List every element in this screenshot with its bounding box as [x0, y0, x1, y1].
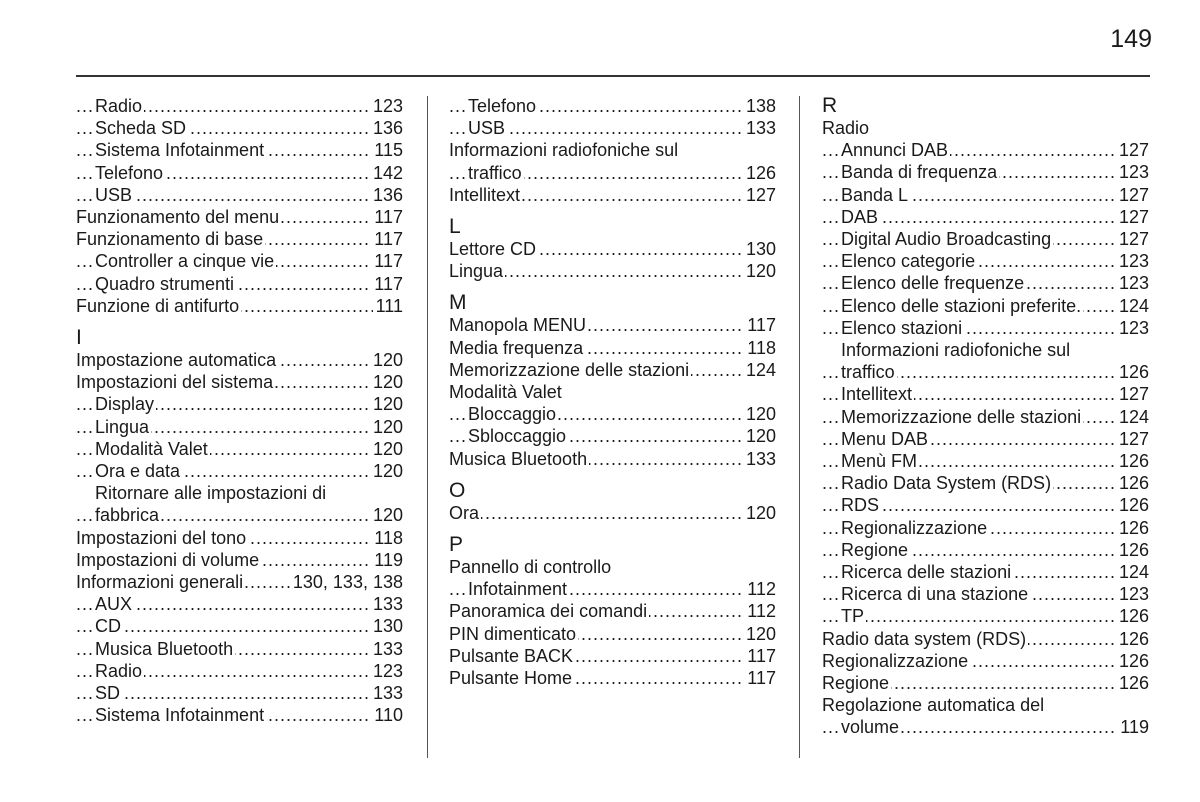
entry-term: Display [95, 394, 155, 415]
index-subentry [76, 660, 403, 682]
index-subentry [822, 539, 1149, 561]
entry-term: Radio Data System (RDS) [841, 473, 1052, 494]
entry-term: Lingua [449, 261, 504, 282]
entry-term: Elenco delle stazioni preferite. [841, 295, 1082, 316]
index-entry [449, 502, 776, 524]
column-divider [427, 96, 428, 758]
index-entry [449, 667, 776, 689]
index-entry [449, 359, 776, 381]
index-subentry [76, 139, 403, 161]
entry-term: traffico [468, 162, 522, 183]
entry-term: Intellitext [841, 384, 913, 405]
entry-term: AUX [95, 594, 133, 615]
index-subentry [76, 460, 403, 482]
index-letter-heading: R [822, 94, 838, 117]
entry-page-ref: 123 [370, 95, 403, 117]
entry-page-ref: 117 [744, 314, 776, 336]
index-entry [449, 139, 776, 161]
entry-term: RDS [841, 495, 880, 516]
entry-page-ref: 127 [1116, 383, 1149, 405]
entry-term: Pulsante BACK [449, 645, 574, 666]
entry-term: Annunci DAB [841, 140, 949, 161]
entry-term: Regionalizzazione [822, 650, 969, 671]
entry-page-ref: 112 [744, 600, 776, 622]
entry-term: Modalità Valet [95, 438, 208, 459]
entry-term: Funzionamento di base [76, 229, 264, 250]
index-subentry [76, 250, 403, 272]
entry-term: DAB [841, 206, 879, 227]
page-number: 149 [1110, 25, 1152, 53]
index-subentry [822, 383, 1149, 405]
index-subentry [76, 162, 403, 184]
entry-page-ref: 133 [743, 448, 776, 470]
entry-page-ref: 118 [744, 337, 776, 359]
entry-term: Ricerca di una stazione [841, 584, 1029, 605]
index-subentry [449, 425, 776, 447]
entry-page-ref: 123 [1116, 317, 1149, 339]
index-subentry [449, 117, 776, 139]
entry-page-ref: 127 [1116, 228, 1149, 250]
index-entry [449, 623, 776, 645]
entry-page-ref: 123 [1116, 250, 1149, 272]
index-subentry [76, 393, 403, 415]
entry-page-ref: 142 [370, 162, 403, 184]
entry-page-ref: 130 [370, 615, 403, 637]
entry-term: Media frequenza [449, 337, 584, 358]
index-subentry [822, 295, 1149, 317]
entry-term: Informazioni generali [76, 572, 244, 593]
entry-page-ref: 117 [371, 250, 403, 272]
entry-term: volume [841, 717, 900, 738]
entry-page-ref: 124 [1116, 561, 1149, 583]
index-entry [449, 448, 776, 470]
entry-term: Controller a cinque vie [95, 251, 275, 272]
entry-term: Telefono [95, 162, 164, 183]
entry-page-ref: 126 [1116, 628, 1149, 650]
index-entry [449, 337, 776, 359]
index-subentry [76, 682, 403, 704]
entry-page-ref: 111 [373, 295, 403, 317]
entry-page-ref: 119 [371, 549, 403, 571]
index-subentry [76, 638, 403, 660]
entry-term: Quadro strumenti [95, 273, 235, 294]
index-subentry [822, 184, 1149, 206]
entry-page-ref: 138 [743, 95, 776, 117]
entry-page-ref: 126 [1116, 494, 1149, 516]
index-subentry [822, 139, 1149, 161]
index-subentry [822, 428, 1149, 450]
index-subentry [449, 578, 776, 600]
entry-term: Radio data system (RDS) [822, 628, 1027, 649]
index-letter-heading: L [449, 215, 461, 239]
entry-page-ref: 136 [370, 117, 403, 139]
index-subentry [822, 272, 1149, 294]
entry-term: Lingua [95, 416, 150, 437]
index-subentry [822, 450, 1149, 472]
index-subentry [822, 494, 1149, 516]
index-column-2 [449, 95, 776, 689]
entry-term: Regionalizzazione [841, 517, 988, 538]
header-rule [76, 75, 1150, 77]
entry-page-ref: 127 [1116, 428, 1149, 450]
entry-page-ref: 120 [743, 502, 776, 524]
entry-page-ref: 126 [1116, 539, 1149, 561]
index-subentry [76, 95, 403, 117]
entry-term: USB [95, 184, 133, 205]
entry-term: Musica Bluetooth [95, 638, 234, 659]
entry-term: Intellitext [449, 184, 521, 205]
index-entry [822, 672, 1149, 694]
entry-term: Lettore CD [449, 239, 537, 260]
entry-term: Banda L [841, 184, 909, 205]
entry-term: Radio [95, 660, 143, 681]
entry-page-ref: 133 [743, 117, 776, 139]
index-subentry [822, 716, 1149, 738]
entry-page-ref: 120 [743, 425, 776, 447]
entry-page-ref: 130, 133, 138 [290, 571, 403, 593]
index-entry [76, 228, 403, 250]
entry-page-ref: 115 [371, 139, 403, 161]
entry-page-ref: 126 [1116, 472, 1149, 494]
entry-page-ref: 110 [371, 704, 403, 726]
entry-term: Elenco delle frequenze [841, 273, 1025, 294]
entry-page-ref: 136 [370, 184, 403, 206]
entry-page-ref: 119 [1117, 716, 1149, 738]
index-subentry [822, 406, 1149, 428]
index-subentry [822, 206, 1149, 228]
entry-term: Ritornare alle impostazioni di [95, 483, 327, 504]
entry-term: Impostazioni di volume [76, 549, 260, 570]
column-divider [799, 96, 800, 758]
index-entry [449, 381, 776, 403]
entry-page-ref: 130 [743, 238, 776, 260]
index-subentry [76, 438, 403, 460]
index-entry [449, 314, 776, 336]
entry-page-ref: 123 [1116, 161, 1149, 183]
entry-term: TP [841, 606, 865, 627]
entry-term: Banda di frequenza [841, 162, 998, 183]
index-subentry [822, 161, 1149, 183]
entry-page-ref: 117 [744, 645, 776, 667]
entry-page-ref: 120 [370, 438, 403, 460]
index-subentry [822, 517, 1149, 539]
index-subentry [76, 615, 403, 637]
entry-term: Informazioni radiofoniche sul [841, 340, 1071, 361]
entry-page-ref: 120 [743, 623, 776, 645]
entry-page-ref: 127 [743, 184, 776, 206]
entry-term: Pulsante Home [449, 668, 573, 689]
entry-page-ref: 126 [1116, 517, 1149, 539]
entry-term: Infotainment [468, 579, 568, 600]
entry-page-ref: 124 [1116, 295, 1149, 317]
index-column-3 [822, 95, 1149, 739]
entry-page-ref: 126 [1116, 605, 1149, 627]
entry-page-ref: 117 [371, 206, 403, 228]
entry-term: Memorizzazione delle stazioni [841, 406, 1082, 427]
entry-term: Ricerca delle stazioni [841, 562, 1012, 583]
entry-page-ref: 120 [370, 393, 403, 415]
index-letter-heading: M [449, 291, 467, 315]
entry-term: Ora [449, 502, 480, 523]
entry-term: PIN dimenticato [449, 623, 577, 644]
entry-term: Bloccaggio [468, 404, 557, 425]
index-subentry [822, 228, 1149, 250]
entry-page-ref: 120 [370, 416, 403, 438]
entry-page-ref: 120 [370, 460, 403, 482]
entry-page-ref: 120 [370, 349, 403, 371]
index-entry [822, 117, 1149, 139]
index-subentry [76, 184, 403, 206]
entry-term: SD [95, 683, 121, 704]
index-subentry [822, 339, 1149, 361]
index-entry [76, 206, 403, 228]
entry-term: Pannello di controllo [449, 557, 612, 578]
index-entry [822, 650, 1149, 672]
entry-term: Elenco categorie [841, 251, 976, 272]
index-entry [76, 571, 403, 593]
index-subentry [449, 403, 776, 425]
index-subentry [822, 605, 1149, 627]
entry-page-ref: 126 [1116, 650, 1149, 672]
entry-page-ref: 123 [1116, 272, 1149, 294]
entry-page-ref: 120 [370, 504, 403, 526]
index-entry [449, 645, 776, 667]
entry-page-ref: 133 [370, 593, 403, 615]
index-entry [822, 628, 1149, 650]
entry-term: Sistema Infotainment [95, 705, 265, 726]
entry-page-ref: 123 [1116, 583, 1149, 605]
entry-page-ref: 133 [370, 682, 403, 704]
entry-term: Elenco stazioni [841, 317, 963, 338]
entry-page-ref: 126 [743, 162, 776, 184]
entry-page-ref: 127 [1116, 206, 1149, 228]
entry-term: Radio [822, 118, 870, 138]
entry-term: Funzione di antifurto [76, 295, 240, 316]
index-subentry [822, 583, 1149, 605]
entry-term: Menu DAB [841, 428, 929, 449]
index-subentry [76, 704, 403, 726]
entry-page-ref: 126 [1116, 672, 1149, 694]
entry-term: Modalità Valet [449, 382, 562, 403]
entry-term: Menù FM [841, 451, 918, 472]
entry-term: Scheda SD [95, 118, 187, 139]
index-subentry [76, 482, 403, 504]
entry-page-ref: 117 [371, 228, 403, 250]
entry-page-ref: 124 [1116, 406, 1149, 428]
index-entry [76, 349, 403, 371]
entry-term: fabbrica [95, 505, 160, 526]
index-entry [449, 184, 776, 206]
entry-term: Telefono [468, 96, 537, 116]
index-entry [449, 600, 776, 622]
entry-term: Panoramica dei comandi [449, 601, 648, 622]
entry-term: Informazioni radiofoniche sul [449, 140, 679, 161]
entry-page-ref: 117 [371, 273, 403, 295]
entry-page-ref: 127 [1116, 139, 1149, 161]
entry-page-ref: 126 [1116, 361, 1149, 383]
index-entry [449, 556, 776, 578]
entry-term: Radio [95, 96, 143, 116]
entry-page-ref: 117 [744, 667, 776, 689]
entry-term: Memorizzazione delle stazioni [449, 359, 690, 380]
entry-term: Regione [841, 539, 909, 560]
index-letter-heading: O [449, 478, 466, 502]
index-entry [76, 549, 403, 571]
entry-term: CD [95, 616, 121, 637]
entry-term: Impostazione automatica [76, 350, 277, 371]
entry-page-ref: 112 [744, 578, 776, 600]
entry-term: USB [468, 118, 506, 139]
index-subentry [822, 472, 1149, 494]
entry-term: Funzionamento del menu [76, 207, 280, 228]
index-letter-heading: I [76, 326, 82, 350]
index-subentry [76, 416, 403, 438]
index-subentry [76, 504, 403, 526]
index-entry [449, 238, 776, 260]
index-column-1 [76, 95, 403, 726]
entry-term: Sbloccaggio [468, 426, 567, 447]
entry-page-ref: 118 [371, 527, 403, 549]
index-subentry [822, 317, 1149, 339]
entry-term: Regione [822, 673, 890, 694]
entry-term: Digital Audio Broadcasting [841, 229, 1052, 250]
entry-page-ref: 133 [370, 638, 403, 660]
index-entry [76, 371, 403, 393]
index-subentry [449, 162, 776, 184]
entry-page-ref: 120 [370, 371, 403, 393]
entry-term: Regolazione automatica del [822, 695, 1045, 716]
index-letter-heading: P [449, 533, 464, 557]
entry-term: Manopola MENU [449, 315, 587, 336]
index-entry [449, 260, 776, 282]
entry-page-ref: 127 [1116, 184, 1149, 206]
index-subentry [822, 250, 1149, 272]
entry-term: Impostazioni del tono [76, 527, 247, 548]
index-subentry [76, 273, 403, 295]
entry-page-ref: 120 [743, 403, 776, 425]
entry-term: Musica Bluetooth [449, 448, 588, 469]
entry-term: Sistema Infotainment [95, 140, 265, 161]
entry-page-ref: 124 [743, 359, 776, 381]
index-entry [822, 694, 1149, 716]
index-subentry [822, 561, 1149, 583]
index-entry [76, 527, 403, 549]
index-subentry [822, 361, 1149, 383]
entry-term: Impostazioni del sistema [76, 372, 274, 393]
index-subentry [449, 95, 776, 117]
entry-term: Ora e data [95, 461, 181, 482]
index-entry [76, 295, 403, 317]
entry-term: traffico [841, 362, 895, 383]
index-subentry [76, 593, 403, 615]
index-subentry [76, 117, 403, 139]
entry-page-ref: 123 [370, 660, 403, 682]
entry-page-ref: 120 [743, 260, 776, 282]
entry-page-ref: 126 [1116, 450, 1149, 472]
